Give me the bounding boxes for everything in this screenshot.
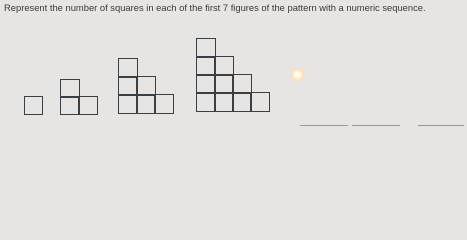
pattern-square [196,74,216,94]
answer-blank-3[interactable] [418,125,464,126]
pattern-square [196,38,216,58]
pattern-square [232,92,252,112]
answer-blank-2[interactable] [352,125,400,126]
pattern-square [24,96,43,115]
pattern-square [118,58,138,78]
pattern-square [196,92,216,112]
pattern-square [196,56,216,76]
pattern-square [214,74,234,94]
pattern-square [118,76,138,96]
pattern-square [250,92,270,112]
pattern-square [118,94,138,114]
pattern-square [136,94,156,114]
pattern-square [78,96,98,115]
answer-blank-1[interactable] [300,125,348,126]
pattern-square [154,94,174,114]
pattern-square [136,76,156,96]
pattern-square [60,96,80,115]
pattern-square [214,56,234,76]
pattern-square [232,74,252,94]
glow-dot-icon [291,68,304,81]
pattern-square [214,92,234,112]
question-text: Represent the number of squares in each of the first 7 figures of the pattern with a numeric sequence. [4,2,426,13]
